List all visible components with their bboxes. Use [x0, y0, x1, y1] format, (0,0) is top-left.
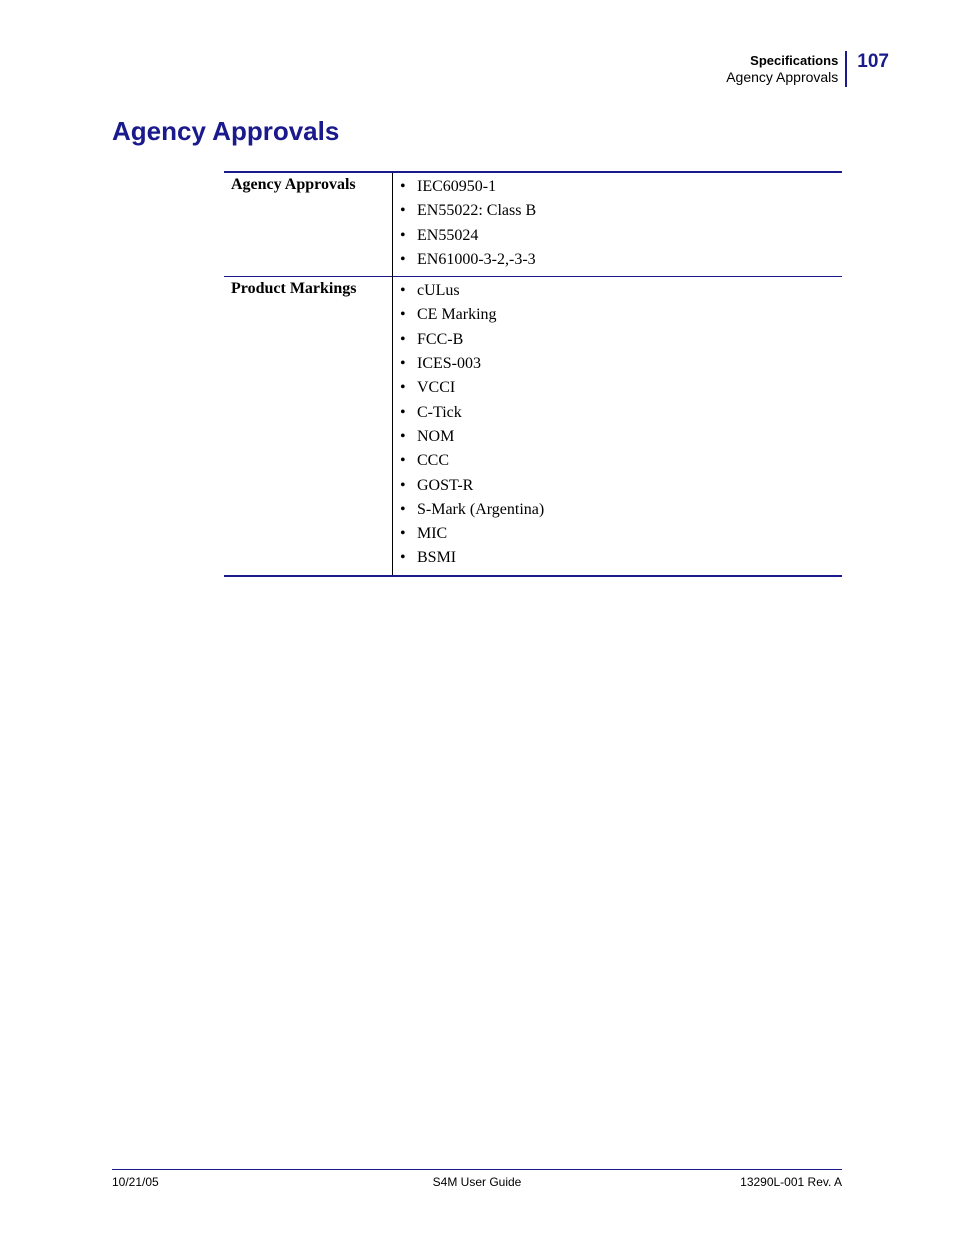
page-number: 107	[857, 51, 889, 72]
bullet-icon: •	[400, 226, 406, 244]
list-item: • EN61000-3-2,-3-3	[400, 248, 842, 272]
bullet-icon: •	[400, 282, 406, 300]
bullet-icon: •	[400, 500, 406, 518]
bullet-icon: •	[400, 525, 406, 543]
bullet-icon: •	[400, 330, 406, 348]
row-label: Agency Approvals	[224, 172, 393, 277]
list-item: • IEC60950-1	[400, 175, 842, 199]
page-title: Agency Approvals	[112, 116, 340, 146]
list-item: • BSMI	[400, 546, 842, 570]
bullet-icon: •	[400, 202, 406, 220]
list-item: • EN55022: Class B	[400, 199, 842, 223]
list-item: • FCC-B	[400, 328, 842, 352]
bullet-icon: •	[400, 250, 406, 268]
bullet-icon: •	[400, 403, 406, 421]
bullet-icon: •	[400, 178, 406, 195]
footer-doc-id: 13290L-001 Rev. A	[740, 1175, 842, 1189]
bullet-icon: •	[400, 427, 406, 445]
row-items	[393, 172, 843, 277]
bullet-icon: •	[400, 476, 406, 494]
running-header-text	[726, 51, 847, 87]
footer-guide-title: S4M User Guide	[432, 1175, 522, 1189]
list-item: • C-Tick	[400, 401, 842, 425]
bullet-icon: •	[400, 452, 406, 470]
list-item: • MIC	[400, 522, 842, 546]
header-subsection: Agency Approvals	[726, 69, 839, 85]
list-item: • CE Marking	[400, 303, 842, 327]
footer-date: 10/21/05	[112, 1175, 159, 1189]
list-item: • EN55024	[400, 224, 842, 248]
bullet-icon: •	[400, 306, 406, 324]
list-item: • VCCI	[400, 376, 842, 400]
header-section: Specifications	[750, 53, 839, 68]
table-row-agency-approvals	[224, 172, 842, 277]
running-header	[726, 51, 889, 87]
approvals-table	[224, 171, 842, 577]
list-item: • GOST-R	[400, 474, 842, 498]
list-item: • S-Mark (Argentina)	[400, 498, 842, 522]
row-items	[393, 277, 843, 576]
bullet-icon: •	[400, 355, 406, 373]
list-item: • ICES-003	[400, 352, 842, 376]
bullet-list	[400, 175, 842, 272]
list-item: • CCC	[400, 449, 842, 473]
footer-divider	[112, 1169, 842, 1170]
table-row-product-markings	[224, 277, 842, 576]
list-item: • NOM	[400, 425, 842, 449]
row-label: Product Markings	[224, 277, 393, 576]
bullet-icon: •	[400, 379, 406, 397]
list-item: • cULus	[400, 279, 842, 303]
bullet-list	[400, 279, 842, 571]
bullet-icon: •	[400, 549, 406, 567]
